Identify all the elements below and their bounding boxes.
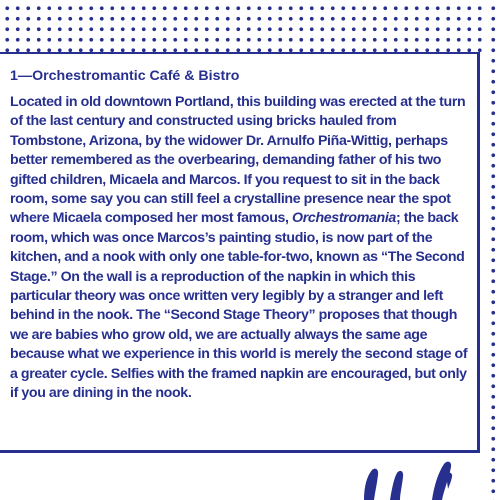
hand-illustration bbox=[350, 456, 460, 500]
brush-stroke-right-edge bbox=[446, 473, 452, 489]
entry-title: 1—Orchestromantic Café & Bistro bbox=[10, 68, 240, 84]
brush-stroke-left bbox=[364, 469, 378, 500]
entry-article bbox=[10, 68, 475, 404]
dot-pattern-right bbox=[485, 0, 500, 500]
entry-body bbox=[10, 93, 475, 404]
dot-pattern-top bbox=[0, 0, 500, 52]
body-italic-title: Orchestromania bbox=[292, 210, 396, 227]
body-text-part-2: ; the back room, which was once Marcos’s painting studio, is now part of the kitchen, and a nook with only one table-for-two, known as “The Second Stage.” On the wall is a reproduction of the napkin in which this particular theory was once written very legibly by a stranger and left behind in the nook. The “Second Stage Theory” proposes that though we are babies who grow old, we are actually always the same age because what we experience in this world is merely the second stage of a greater cycle. Selfies with the framed napkin are encouraged, but only if you are dining in the nook. bbox=[10, 210, 468, 402]
brush-stroke-center bbox=[390, 471, 403, 500]
body-text-part-1: Located in old downtown Portland, this building was erected at the turn of the last century and constructed using bricks hauled from Tombstone, Arizona, by the widower Dr. Arnulfo Piña-Wittig, perhaps better remembered as the overbearing, demanding father of his two gifted children, Micaela and Marcos. If you request to sit in the back room, some say you can still feel a crystalline presence near the spot where Micaela composed her most famous, bbox=[10, 94, 466, 227]
